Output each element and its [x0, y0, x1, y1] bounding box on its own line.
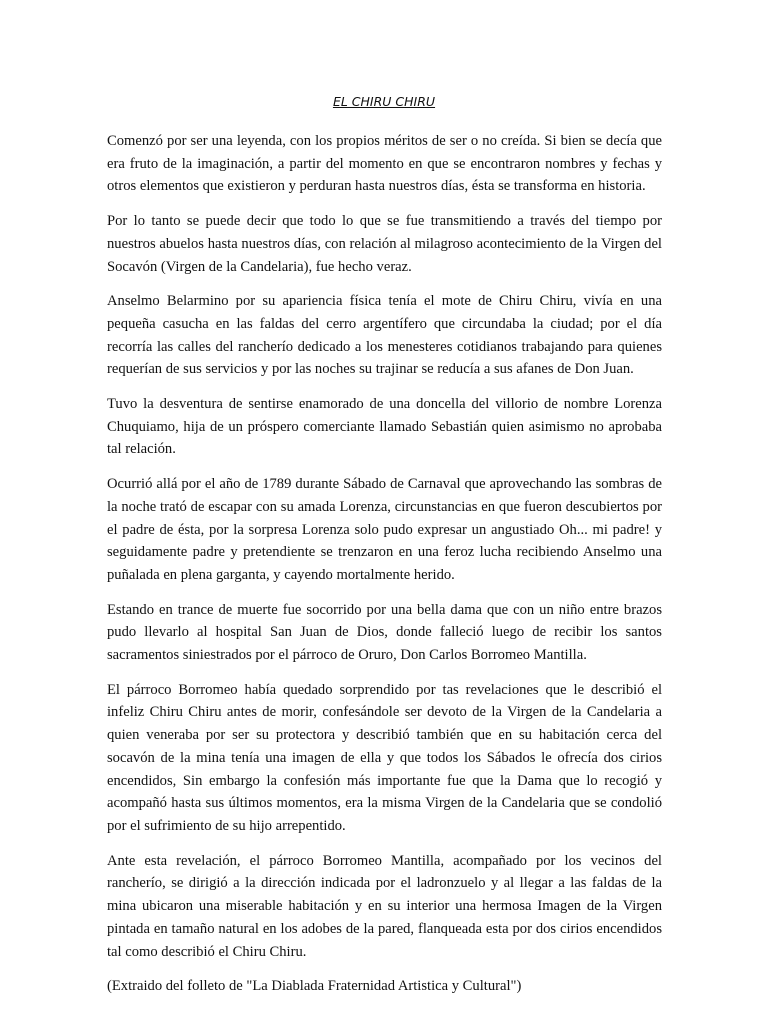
paragraph-8: Ante esta revelación, el párroco Borromeo Mantilla, acompañado por los vecinos del rancherío, se dirigió a la dirección indicada por el ladronzuelo y al llegar a las faldas de la mina ubicaron una miserable habitación y en su interior una hermosa Imagen de la Virgen pintada en tamaño natural en los adobes de la pared, flanqueada esta por dos cirios encendidos tal como describió el Chiru Chiru.: [107, 852, 662, 960]
paragraph-5: Ocurrió allá por el año de 1789 durante Sábado de Carnaval que aprovechando las sombras de la noche trató de escapar con su amada Lorenza, circunstancias en que fueron descubiertos por el padre de ésta, por la sorpresa Lorenza solo pudo expresar un angustiado Oh... mi padre! y seguidamente padre y pretendiente se trenzaron en una feroz lucha recibiendo Anselmo una puñalada en plena garganta, y cayendo mortalmente herido.: [107, 476, 662, 583]
paragraph-2: Por lo tanto se puede decir que todo lo que se fue transmitiendo a través del tiempo por nuestros abuelos hasta nuestros días, con relación al milagroso acontecimiento de la Virgen del Socavón (Virgen de la Candelaria), fue hecho veraz.: [107, 213, 662, 275]
document-body: [107, 130, 662, 1010]
paragraph-4: Tuvo la desventura de sentirse enamorado de una doncella del villorio de nombre Lorenza Chuquiamo, hija de un próspero comerciante llamado Sebastián quien asimismo no aprobaba tal relación.: [107, 396, 662, 458]
paragraph-1: Comenzó por ser una leyenda, con los propios méritos de ser o no creída. Si bien se decía que era fruto de la imaginación, a partir del momento en que se encontraron nombres y fechas y otros elementos que existieron y perduran hasta nuestros días, ésta se transforma en historia.: [107, 133, 662, 195]
paragraph-7: El párroco Borromeo había quedado sorprendido por tas revelaciones que le describió el infeliz Chiru Chiru antes de morir, confesándole ser devoto de la Virgen de la Candelaria a quien veneraba por ser su protectora y describió también que en su habitación cerca del socavón de la mina tenía una imagen de ella y que todos los Sábados le ofrecía dos cirios encendidos, Sin embargo la confesión más importante fue que la Dama que lo recogió y acompañó hasta sus últimos momentos, era la misma Virgen de la Candelaria que se condolió por el sufrimiento de su hijo arrepentido.: [107, 681, 662, 834]
source-note: (Extraido del folleto de "La Diablada Fraternidad Artistica y Cultural"): [107, 978, 522, 995]
paragraph-3: Anselmo Belarmino por su apariencia física tenía el mote de Chiru Chiru, vivía en una pequeña casucha en las faldas del cerro argentífero que circundaba la ciudad; por el día recorría las calles del rancherío dedicado a los menesteres cotidianos trabajando para quienes requerían de sus servicios y por las noches su trajinar se reducía a sus afanes de Don Juan.: [107, 293, 662, 378]
document-title: EL CHIRU CHIRU: [332, 94, 436, 109]
paragraph-6: Estando en trance de muerte fue socorrido por una bella dama que con un niño entre brazos pudo llevarlo al hospital San Juan de Dios, donde falleció luego de recibir los santos sacramentos siniestrados por el párroco de Oruro, Don Carlos Borromeo Mantilla.: [107, 601, 662, 664]
